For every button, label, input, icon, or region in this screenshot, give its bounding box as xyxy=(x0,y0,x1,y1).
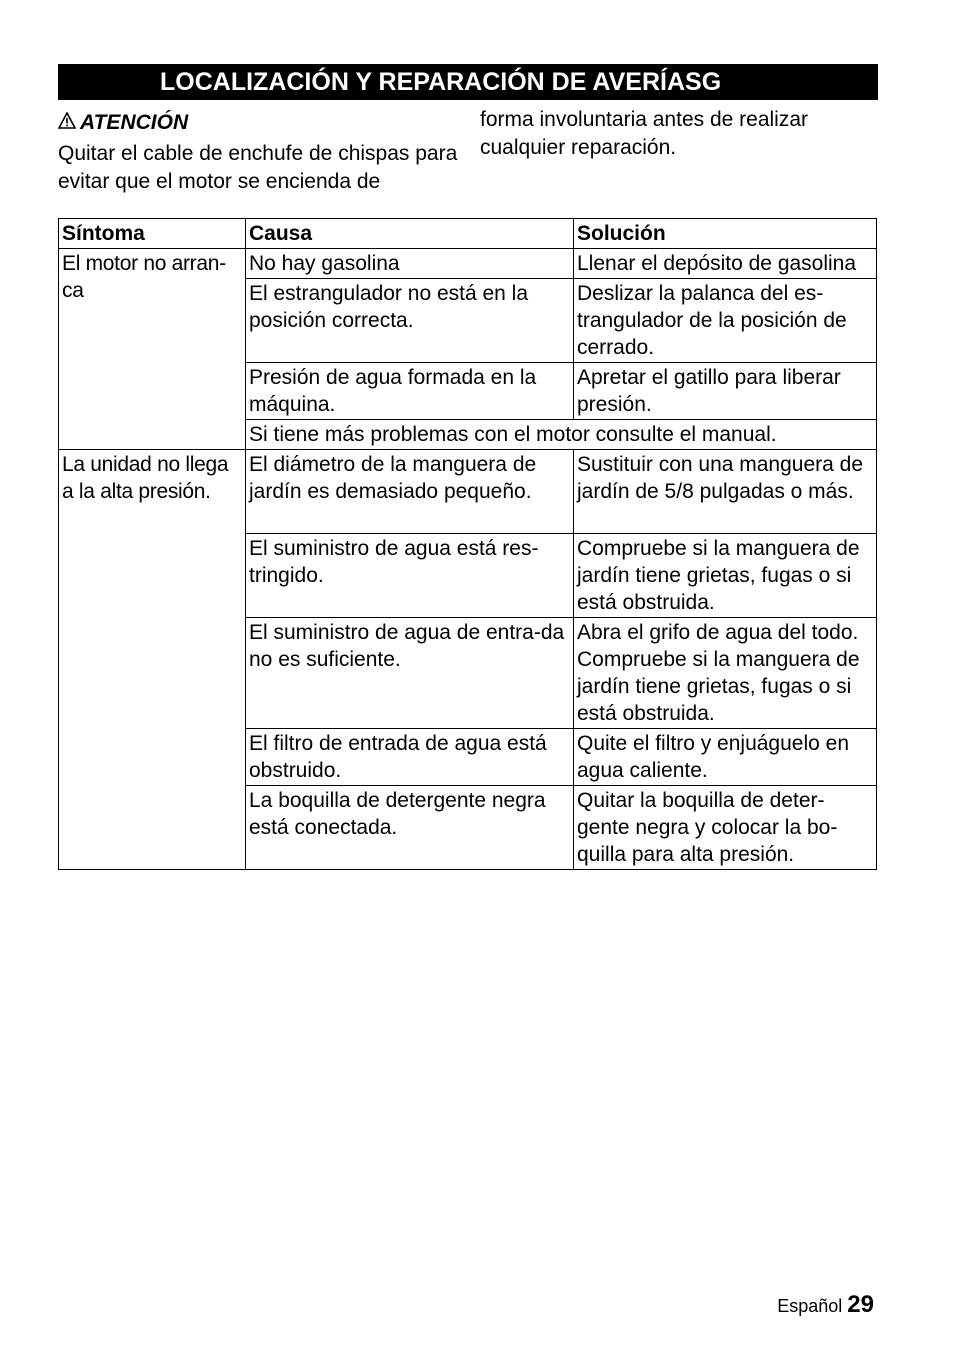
solution-cell: Quite el filtro y enjuáguelo en agua caliente. xyxy=(574,729,877,786)
table-row xyxy=(59,450,877,534)
table-row xyxy=(59,249,877,279)
warning-triangle-icon xyxy=(58,110,80,136)
page-number: 29 xyxy=(847,1291,874,1318)
solution-cell: Abra el grifo de agua del todo. Compruebe si la manguera de jardín tiene grietas, fugas o si está obstruida. xyxy=(574,618,877,729)
attention-label: ATENCIÓN xyxy=(80,111,189,134)
solution-cell: Compruebe si la manguera de jardín tiene grietas, fugas o si está obstruida. xyxy=(574,534,877,618)
cause-cell: La boquilla de detergente negra está conectada. xyxy=(246,786,574,870)
solution-cell: Quitar la boquilla de deter-gente negra y colocar la bo-quilla para alta presión. xyxy=(574,786,877,870)
solution-cell: Apretar el gatillo para liberar presión. xyxy=(574,363,877,420)
engine-manual-note: Si tiene más problemas con el motor consulte el manual. xyxy=(246,420,877,450)
cause-cell: El estrangulador no está en la posición correcta. xyxy=(246,279,574,363)
attention-heading xyxy=(58,110,188,136)
cause-cell: El filtro de entrada de agua está obstruido. xyxy=(246,729,574,786)
cause-cell: Presión de agua formada en la máquina. xyxy=(246,363,574,420)
cause-cell: El suministro de agua de entra-da no es suficiente. xyxy=(246,618,574,729)
table-header-row xyxy=(59,219,877,249)
header-solution: Solución xyxy=(574,219,877,249)
solution-cell: Llenar el depósito de gasolina xyxy=(574,249,877,279)
attention-text-part1: Quitar el cable de enchufe de chispas para evitar que el motor se encienda de xyxy=(58,142,458,193)
footer-language: Español xyxy=(777,1296,843,1316)
symptom-cell: La unidad no llega a la alta presión. xyxy=(59,450,246,870)
cause-cell: El diámetro de la manguera de jardín es demasiado pequeño. xyxy=(246,450,574,534)
header-cause: Causa xyxy=(246,219,574,249)
solution-cell: Deslizar la palanca del es-trangulador de la posición de cerrado. xyxy=(574,279,877,363)
solution-cell: Sustituir con una manguera de jardín de 5/8 pulgadas o más. xyxy=(574,450,877,534)
troubleshooting-table xyxy=(58,218,877,870)
cause-cell: No hay gasolina xyxy=(246,249,574,279)
cause-cell: El suministro de agua está res-tringido. xyxy=(246,534,574,618)
attention-text-part2: forma involuntaria antes de realizar cualquier reparación. xyxy=(480,108,809,159)
header-symptom: Síntoma xyxy=(59,219,246,249)
page-footer xyxy=(777,1290,874,1321)
page-title: LOCALIZACIÓN Y REPARACIÓN DE AVERÍASG xyxy=(58,64,878,100)
symptom-cell: El motor no arran-ca xyxy=(59,249,246,450)
